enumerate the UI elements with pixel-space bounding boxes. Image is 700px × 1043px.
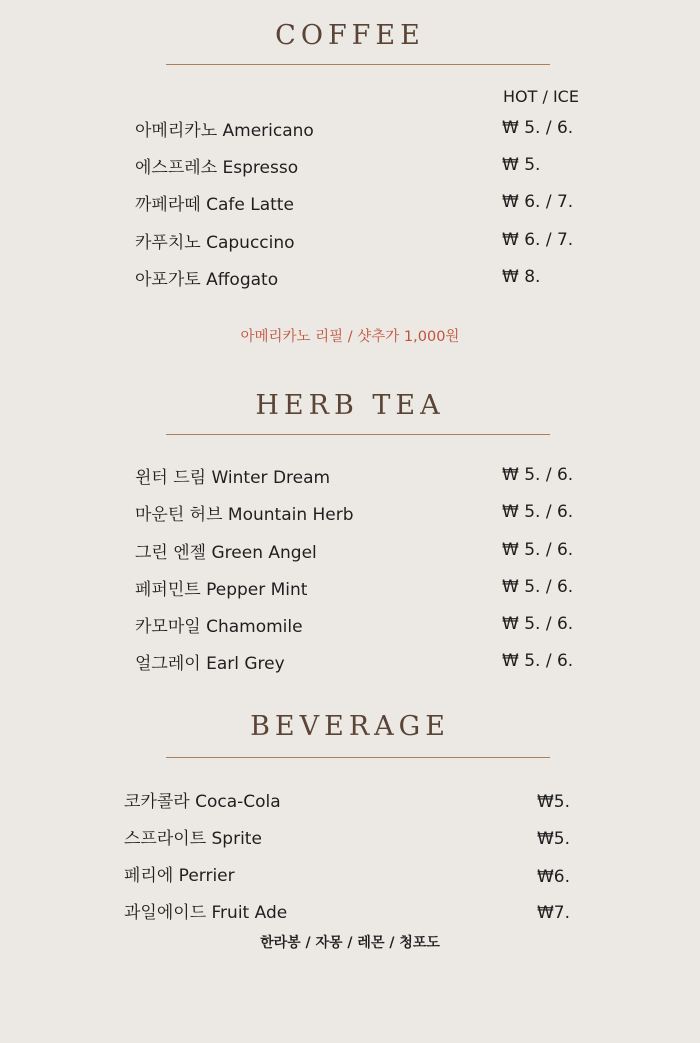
menu-item-name: 아메리카노 Americano — [135, 121, 314, 141]
menu-item-name: 코카콜라 Coca-Cola — [124, 792, 281, 812]
menu-item-price: ₩ 6. / 7. — [502, 192, 574, 212]
menu-item-name: 까페라떼 Cafe Latte — [135, 195, 294, 215]
menu-item-name: 페퍼민트 Pepper Mint — [135, 580, 308, 600]
menu-item-price: ₩7. — [537, 903, 571, 923]
herb-tea-divider — [166, 434, 550, 435]
herb-tea-title: HERB TEA — [255, 390, 445, 421]
menu-item-price: ₩5. — [537, 829, 571, 849]
beverage-title: BEVERAGE — [250, 711, 450, 742]
menu-item-name: 에스프레소 Espresso — [135, 158, 299, 178]
coffee-divider — [166, 64, 550, 65]
beverage-divider — [166, 757, 550, 758]
menu-item-name: 얼그레이 Earl Grey — [135, 654, 285, 674]
menu-item-name: 마운틴 허브 Mountain Herb — [135, 505, 354, 525]
menu-item-price: ₩ 5. / 6. — [502, 465, 574, 485]
menu-item-price: ₩ 5. / 6. — [502, 577, 574, 597]
menu-item-name: 윈터 드림 Winter Dream — [135, 468, 331, 488]
menu-item-name: 카푸치노 Capuccino — [135, 233, 295, 253]
coffee-refill-note: 아메리카노 리필 / 샷추가 1,000원 — [240, 329, 460, 345]
menu-item-name: 아포가토 Affogato — [135, 270, 279, 290]
menu-item-price: ₩ 6. / 7. — [502, 230, 574, 250]
fruit-ade-flavors-note: 한라봉 / 자몽 / 레몬 / 청포도 — [260, 935, 440, 951]
menu-item-price: ₩ 5. / 6. — [502, 651, 574, 671]
menu-item-price: ₩ 5. / 6. — [502, 502, 574, 522]
menu-item-price: ₩ 5. / 6. — [502, 614, 574, 634]
menu-item-price: ₩ 5. / 6. — [502, 118, 574, 138]
menu-item-price: ₩ 5. / 6. — [502, 540, 574, 560]
menu-item-price: ₩ 5. — [502, 155, 541, 175]
menu-item-name: 과일에이드 Fruit Ade — [124, 903, 288, 923]
menu-item-price: ₩6. — [537, 867, 571, 887]
menu-item-name: 페리에 Perrier — [124, 866, 235, 886]
coffee-title: COFFEE — [275, 20, 425, 51]
menu-item-name: 카모마일 Chamomile — [135, 617, 303, 637]
coffee-column-header: HOT / ICE — [503, 87, 579, 106]
menu-item-name: 그린 엔젤 Green Angel — [135, 543, 317, 563]
menu-item-price: ₩ 8. — [502, 267, 541, 287]
menu-item-price: ₩5. — [537, 792, 571, 812]
menu-item-name: 스프라이트 Sprite — [124, 829, 262, 849]
